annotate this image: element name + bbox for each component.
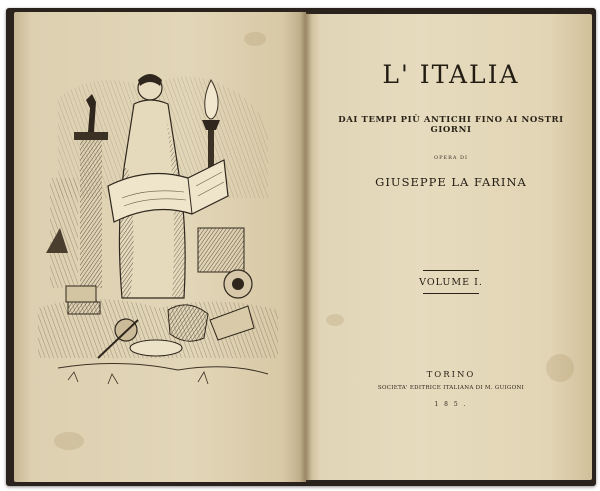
volume-label: VOLUME I. [419,277,483,288]
book-gutter [300,12,312,482]
imprint [318,370,584,408]
column-capital [74,132,108,140]
foxing-stain [326,314,344,326]
rule-bottom [423,293,479,294]
books-stack-lower [68,302,100,314]
palette-icon [130,340,182,356]
books-stack [66,286,96,302]
book-author: GIUSEPPE LA FARINA [375,175,527,189]
distant-building [50,178,78,288]
grass-tufts [68,372,208,384]
foxing-stain [54,432,84,450]
imprint-city: TORINO [426,370,476,380]
armor-helmet-icon [168,305,208,341]
volume-block [318,270,584,294]
imprint-year: 1 8 5 . [434,401,468,408]
book-subtitle: DAI TEMPI PIÙ ANTICHI FINO AI NOSTRI GIORNI [338,115,564,135]
foxing-stain [244,32,266,46]
title-page [318,60,584,189]
volute-center [232,278,244,290]
imprint-publisher: SOCIETA' EDITRICE ITALIANA DI M. GUIGONI [377,385,525,391]
frontispiece-engraving [38,58,278,398]
column [80,138,102,288]
book-title: L' ITALIA [382,60,520,89]
ground-line [58,363,268,374]
column-fragment [198,228,244,272]
opera-di-label: OPERA DI [433,155,469,161]
